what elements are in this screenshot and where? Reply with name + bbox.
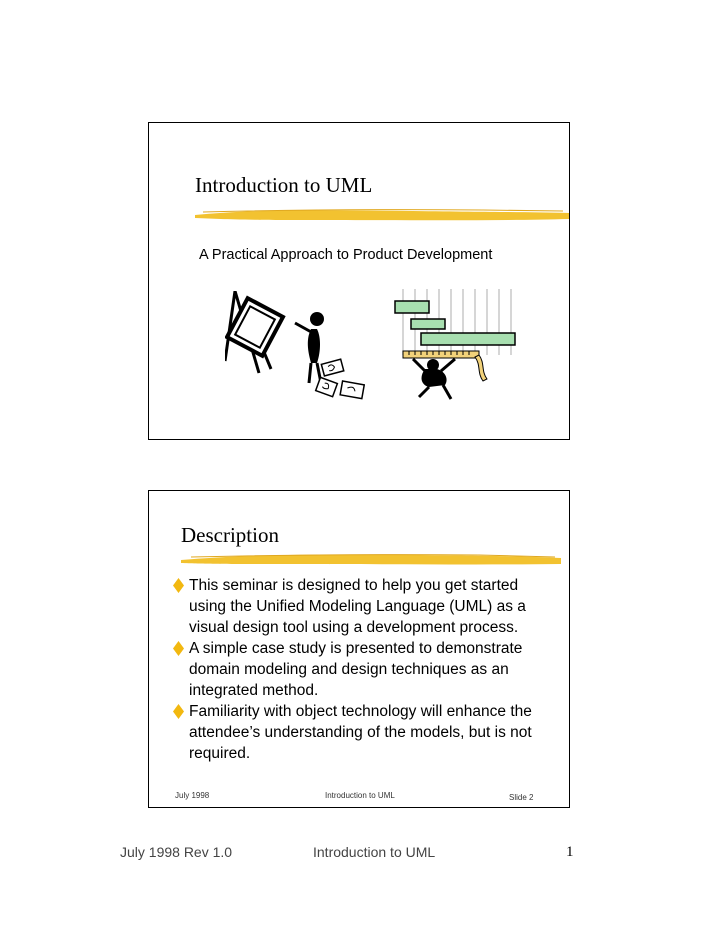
- gantt-chart-illustration: [385, 285, 517, 403]
- slide-1: [148, 122, 570, 440]
- artist-easel-illustration: [225, 291, 365, 407]
- bullet-text: A simple case study is presented to demonstrate domain modeling and design techniques as an integrated method.: [189, 640, 523, 699]
- bullet-text: Familiarity with object technology will enhance the attendee’s understanding of the models, but is not required.: [189, 703, 532, 762]
- slide-footer-number: Slide 2: [509, 793, 534, 802]
- slide-2-title: Description: [181, 523, 279, 547]
- slide-1-subtitle: A Practical Approach to Product Development: [199, 247, 493, 263]
- page-number: 1: [566, 844, 574, 860]
- page-footer-title: Introduction to UML: [313, 844, 436, 860]
- bullet-item: [173, 638, 557, 701]
- diamond-bullet-icon: [173, 578, 184, 593]
- slide-2: [148, 490, 570, 808]
- slide-footer-title: Introduction to UML: [325, 791, 395, 800]
- highlight-stroke: [179, 550, 563, 568]
- page-footer-date: July 1998 Rev 1.0: [120, 844, 233, 860]
- highlight-stroke: [193, 206, 571, 224]
- bullet-item: [173, 701, 557, 764]
- bullet-list: [173, 575, 557, 764]
- bullet-text: This seminar is designed to help you get started using the Unified Modeling Language (UML) as a visual design tool using a development process.: [189, 577, 526, 636]
- slide-1-title: Introduction to UML: [195, 173, 373, 197]
- diamond-bullet-icon: [173, 704, 184, 719]
- diamond-bullet-icon: [173, 641, 184, 656]
- slide-footer-date: July 1998: [175, 791, 210, 800]
- bullet-item: [173, 575, 557, 638]
